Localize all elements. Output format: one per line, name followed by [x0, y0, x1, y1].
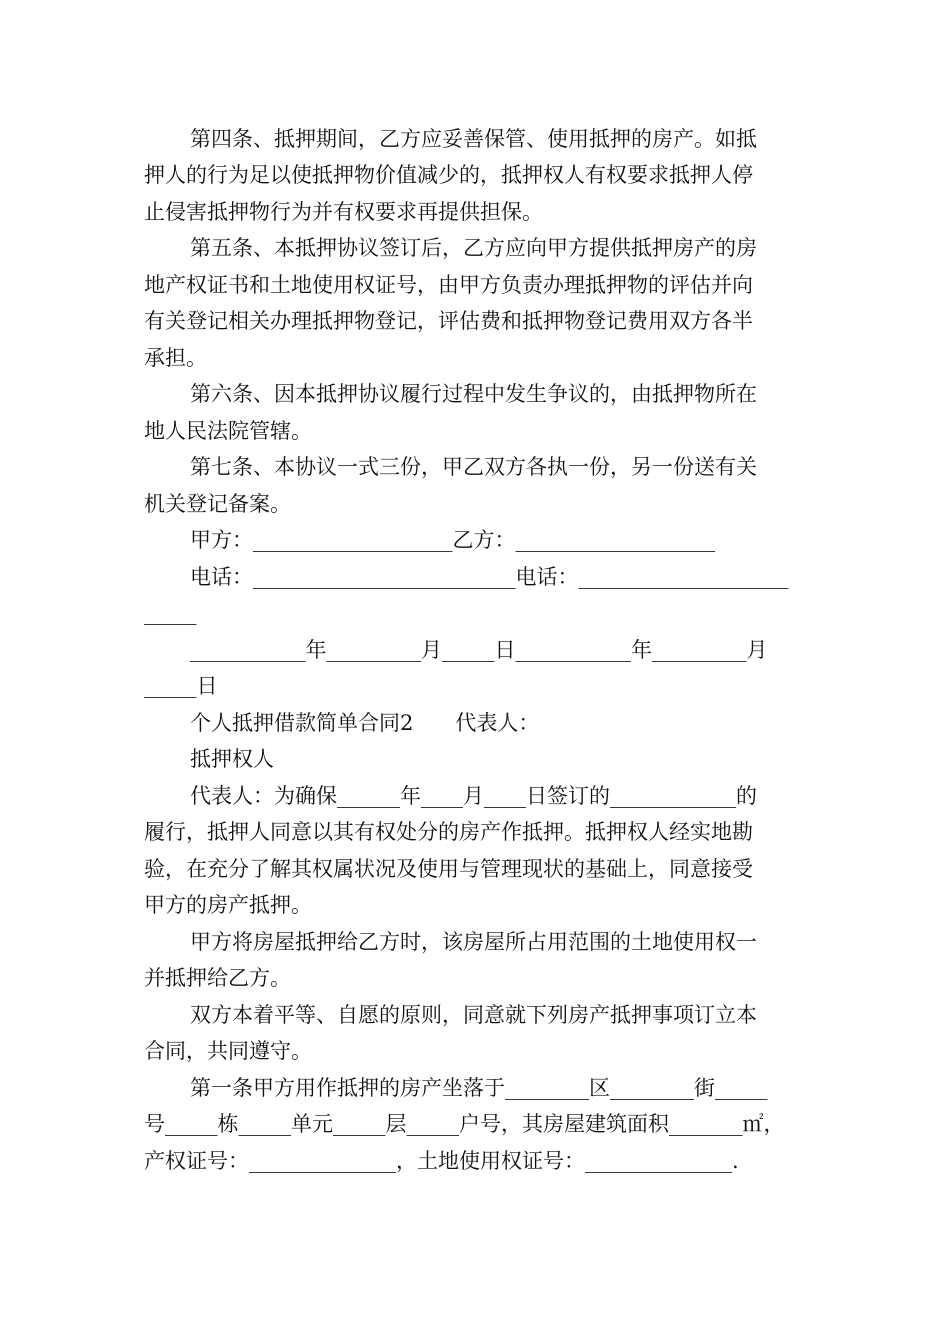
article-6-line-2: 地人民法院管辖。	[144, 419, 312, 443]
phone-line-continued: _____	[144, 601, 197, 625]
article-5-line-3: 有关登记相关办理抵押物登记，评估费和抵押物登记费用双方各半	[144, 309, 753, 333]
party-signature-line: 甲方：___________________乙方：___________________	[190, 528, 715, 552]
preamble-line-3: 验，在充分了解其权属状况及使用与管理现状的基础上，同意接受	[144, 857, 753, 881]
preamble-line-4: 甲方的房产抵押。	[144, 893, 312, 917]
contract-2-heading: 个人抵押借款简单合同2 代表人：	[190, 711, 540, 735]
article-4-line-2: 押人的行为足以使抵押物价值减少的，抵押权人有权要求抵押人停	[144, 163, 753, 187]
preamble-line-2: 履行，抵押人同意以其有权处分的房产作抵押。抵押权人经实地勘	[144, 820, 753, 844]
article-6-line-1: 第六条、因本抵押协议履行过程中发生争议的，由抵押物所在	[190, 382, 757, 406]
mortgagee-label: 抵押权人	[190, 747, 274, 771]
land-use-line-2: 并抵押给乙方。	[144, 966, 291, 990]
principle-line-1: 双方本着平等、自愿的原则，同意就下列房产抵押事项订立本	[190, 1003, 757, 1027]
date-line-continued: _____日	[144, 674, 218, 698]
article-1-line-1: 第一条甲方用作抵押的房产坐落于________区________街_____	[190, 1076, 768, 1100]
date-line: ___________年_________月_____日___________年_________月	[190, 638, 768, 662]
article-4-line-3: 止侵害抵押物行为并有权要求再提供担保。	[144, 200, 543, 224]
article-5-line-1: 第五条、本抵押协议签订后，乙方应向甲方提供抵押房产的房	[190, 236, 757, 260]
article-5-line-2: 地产权证书和土地使用权证号，由甲方负责办理抵押物的评估并向	[144, 273, 753, 297]
article-1-line-3: 产权证号：______________，土地使用权证号：______________.	[144, 1149, 739, 1173]
article-1-line-2: 号_____栋_____单元_____层_____户号，其房屋建筑面积_______㎡，	[144, 1112, 785, 1136]
preamble-line-1: 代表人：为确保______年____月____日签订的____________的	[190, 784, 757, 808]
article-7-line-2: 机关登记备案。	[144, 492, 291, 516]
land-use-line-1: 甲方将房屋抵押给乙方时，该房屋所占用范围的土地使用权一	[190, 930, 757, 954]
article-4-line-1: 第四条、抵押期间，乙方应妥善保管、使用抵押的房产。如抵	[190, 127, 757, 151]
article-5-line-4: 承担。	[144, 346, 207, 370]
principle-line-2: 合同，共同遵守。	[144, 1039, 312, 1063]
article-7-line-1: 第七条、本协议一式三份，甲乙双方各执一份，另一份送有关	[190, 455, 757, 479]
phone-line: 电话：_________________________电话：____________________	[190, 565, 789, 589]
